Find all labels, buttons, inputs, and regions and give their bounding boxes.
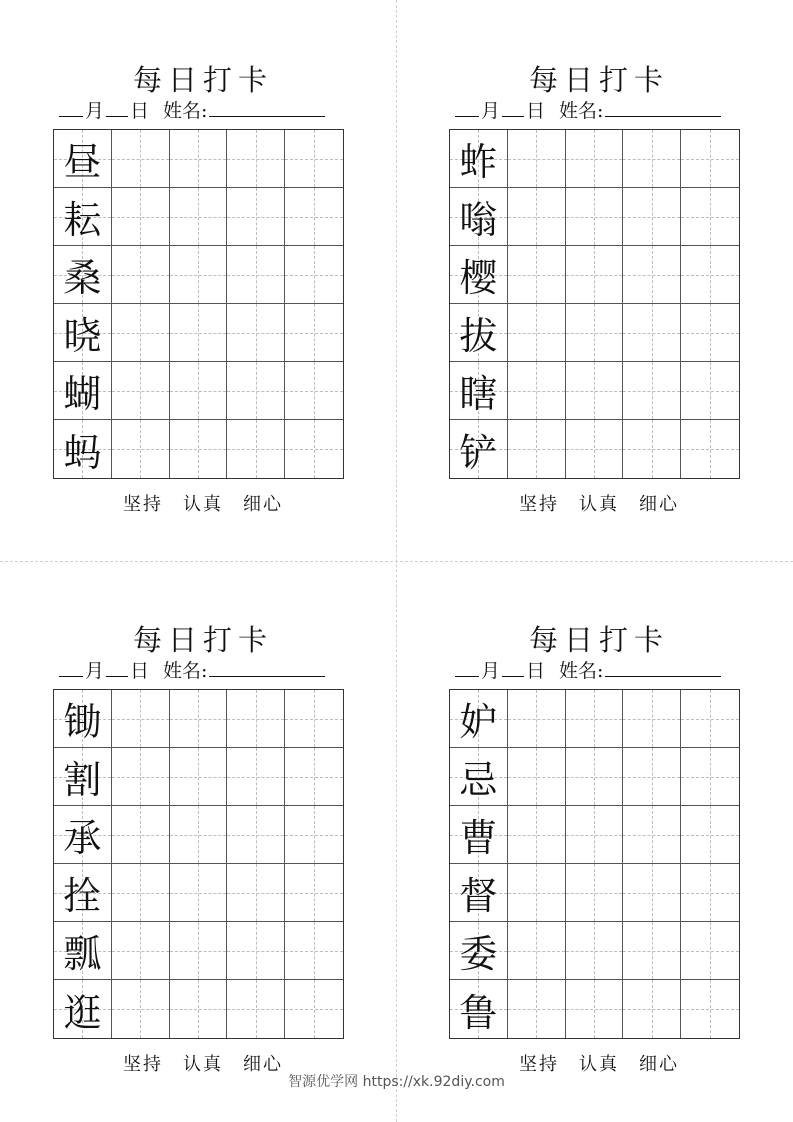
practice-card — [53, 62, 353, 532]
practice-cell — [566, 690, 624, 748]
practice-cell — [566, 362, 624, 420]
model-char: 锄 — [63, 700, 102, 744]
model-char-cell — [450, 748, 508, 806]
date-name-line — [455, 98, 749, 122]
practice-cell — [112, 922, 170, 980]
name-label: 姓名: — [163, 100, 208, 122]
practice-cell — [681, 690, 739, 748]
writing-grid — [53, 689, 344, 1039]
practice-cell — [112, 420, 170, 478]
practice-cell — [170, 980, 228, 1038]
model-char: 妒 — [459, 700, 498, 744]
motto-word: 认真 — [579, 494, 619, 515]
model-char-cell — [450, 304, 508, 362]
practice-cell — [285, 188, 343, 246]
model-char: 铲 — [459, 430, 498, 475]
practice-cell — [170, 188, 228, 246]
practice-cell — [112, 980, 170, 1038]
day-label: 日 — [526, 100, 546, 122]
practice-cell — [285, 246, 343, 304]
month-blank — [455, 658, 479, 677]
date-name-line — [455, 658, 749, 682]
practice-cell — [508, 188, 566, 246]
practice-cell — [285, 130, 343, 188]
practice-cell — [623, 304, 681, 362]
practice-cell — [112, 246, 170, 304]
model-char: 嗡 — [459, 198, 498, 242]
name-blank — [209, 98, 325, 117]
model-char: 桑 — [63, 256, 102, 300]
practice-cell — [285, 304, 343, 362]
writing-grid — [449, 689, 740, 1039]
model-char: 督 — [459, 874, 498, 918]
practice-cell — [227, 130, 285, 188]
practice-cell — [227, 246, 285, 304]
practice-cell — [285, 806, 343, 864]
card-title: 每日打卡 — [132, 623, 273, 657]
model-char-cell — [54, 806, 112, 864]
practice-cell — [508, 980, 566, 1038]
month-label: 月 — [85, 100, 105, 122]
practice-cell — [170, 304, 228, 362]
footer-watermark: 智源优学网 https://xk.92diy.com — [288, 1074, 505, 1090]
practice-cell — [112, 130, 170, 188]
month-label: 月 — [481, 660, 501, 682]
practice-cell — [285, 922, 343, 980]
model-char: 拴 — [63, 874, 102, 918]
practice-card — [53, 622, 353, 1092]
motto — [449, 490, 749, 516]
motto-word: 认真 — [183, 494, 223, 515]
model-char: 蚱 — [459, 140, 498, 184]
model-char-cell — [54, 922, 112, 980]
practice-cell — [227, 748, 285, 806]
practice-cell — [566, 922, 624, 980]
practice-cell — [681, 748, 739, 806]
model-char-cell — [54, 420, 112, 478]
practice-cell — [508, 922, 566, 980]
model-char-cell — [450, 246, 508, 304]
day-blank — [502, 658, 524, 677]
practice-cell — [227, 188, 285, 246]
date-name-line — [59, 98, 353, 122]
practice-cell — [508, 130, 566, 188]
model-char: 委 — [459, 932, 498, 976]
practice-cell — [508, 304, 566, 362]
model-char-cell — [54, 748, 112, 806]
practice-cell — [112, 806, 170, 864]
month-label: 月 — [481, 100, 501, 122]
practice-cell — [681, 980, 739, 1038]
practice-cell — [170, 864, 228, 922]
practice-cell — [227, 362, 285, 420]
practice-cell — [112, 188, 170, 246]
practice-cell — [112, 304, 170, 362]
practice-cell — [112, 864, 170, 922]
model-char-cell — [450, 922, 508, 980]
day-label: 日 — [130, 100, 150, 122]
model-char: 拔 — [459, 314, 498, 358]
practice-cell — [285, 864, 343, 922]
model-char-cell — [54, 864, 112, 922]
practice-cell — [227, 690, 285, 748]
practice-cell — [566, 864, 624, 922]
practice-cell — [681, 806, 739, 864]
motto-word: 坚持 — [123, 494, 163, 515]
practice-cell — [285, 980, 343, 1038]
practice-cell — [566, 246, 624, 304]
practice-cell — [566, 980, 624, 1038]
practice-cell — [623, 748, 681, 806]
practice-cell — [623, 420, 681, 478]
month-label: 月 — [85, 660, 105, 682]
model-char: 鲁 — [459, 990, 498, 1035]
model-char: 蚂 — [63, 430, 102, 475]
name-label: 姓名: — [163, 660, 208, 682]
day-label: 日 — [130, 660, 150, 682]
card-title: 每日打卡 — [528, 63, 669, 97]
date-name-line — [59, 658, 353, 682]
practice-cell — [508, 748, 566, 806]
model-char-cell — [450, 864, 508, 922]
practice-cell — [112, 362, 170, 420]
practice-cell — [227, 806, 285, 864]
model-char: 晓 — [63, 314, 102, 358]
practice-cell — [285, 420, 343, 478]
practice-cell — [566, 748, 624, 806]
day-blank — [106, 658, 128, 677]
practice-cell — [508, 690, 566, 748]
practice-cell — [227, 864, 285, 922]
name-blank — [605, 658, 721, 677]
practice-cell — [623, 806, 681, 864]
model-char: 瓢 — [63, 932, 102, 976]
motto-word: 坚持 — [519, 494, 559, 515]
model-char-cell — [450, 690, 508, 748]
motto-word: 坚持 — [123, 1054, 163, 1075]
model-char-cell — [54, 690, 112, 748]
practice-cell — [285, 748, 343, 806]
card-title: 每日打卡 — [528, 623, 669, 657]
practice-cell — [623, 922, 681, 980]
model-char: 逛 — [63, 990, 102, 1035]
model-char: 割 — [63, 758, 102, 802]
practice-cell — [681, 246, 739, 304]
practice-cell — [508, 246, 566, 304]
writing-grid — [53, 129, 344, 479]
model-char: 曹 — [459, 816, 498, 860]
practice-cell — [566, 420, 624, 478]
practice-cell — [285, 362, 343, 420]
model-char-cell — [54, 188, 112, 246]
practice-cell — [170, 806, 228, 864]
model-char-cell — [54, 304, 112, 362]
practice-cell — [508, 864, 566, 922]
motto-word: 细心 — [639, 1054, 679, 1075]
practice-cell — [170, 420, 228, 478]
model-char-cell — [54, 362, 112, 420]
model-char-cell — [54, 980, 112, 1038]
practice-cell — [681, 922, 739, 980]
model-char: 耘 — [63, 198, 102, 242]
name-label: 姓名: — [559, 100, 604, 122]
practice-cell — [508, 420, 566, 478]
practice-cell — [227, 304, 285, 362]
day-label: 日 — [526, 660, 546, 682]
practice-cell — [623, 864, 681, 922]
model-char-cell — [450, 980, 508, 1038]
practice-cell — [170, 922, 228, 980]
month-blank — [59, 98, 83, 117]
name-blank — [209, 658, 325, 677]
practice-cell — [227, 420, 285, 478]
motto-word: 细心 — [639, 494, 679, 515]
model-char-cell — [450, 130, 508, 188]
motto-word: 细心 — [243, 1054, 283, 1075]
practice-cell — [681, 304, 739, 362]
motto-word: 认真 — [183, 1054, 223, 1075]
model-char: 忌 — [459, 758, 498, 802]
model-char: 樱 — [459, 256, 498, 300]
practice-cell — [623, 362, 681, 420]
writing-grid — [449, 129, 740, 479]
card-title: 每日打卡 — [132, 63, 273, 97]
practice-cell — [112, 748, 170, 806]
practice-cell — [681, 188, 739, 246]
model-char-cell — [450, 362, 508, 420]
day-blank — [502, 98, 524, 117]
practice-card — [449, 622, 749, 1092]
month-blank — [59, 658, 83, 677]
day-blank — [106, 98, 128, 117]
model-char-cell — [54, 130, 112, 188]
practice-cell — [508, 362, 566, 420]
practice-cell — [285, 690, 343, 748]
practice-cell — [170, 362, 228, 420]
motto-word: 认真 — [579, 1054, 619, 1075]
practice-cell — [623, 246, 681, 304]
practice-cell — [681, 362, 739, 420]
practice-cell — [681, 864, 739, 922]
practice-cell — [508, 806, 566, 864]
practice-card — [449, 62, 749, 532]
practice-cell — [566, 188, 624, 246]
practice-cell — [681, 420, 739, 478]
model-char: 瞎 — [459, 372, 498, 416]
model-char: 承 — [63, 816, 102, 860]
model-char: 昼 — [63, 140, 102, 184]
model-char: 蝴 — [63, 372, 102, 416]
model-char-cell — [450, 806, 508, 864]
practice-cell — [623, 690, 681, 748]
practice-cell — [227, 980, 285, 1038]
practice-cell — [566, 304, 624, 362]
motto-word: 细心 — [243, 494, 283, 515]
month-blank — [455, 98, 479, 117]
model-char-cell — [54, 246, 112, 304]
name-blank — [605, 98, 721, 117]
motto — [53, 490, 353, 516]
name-label: 姓名: — [559, 660, 604, 682]
practice-cell — [623, 980, 681, 1038]
practice-cell — [681, 130, 739, 188]
practice-cell — [170, 130, 228, 188]
practice-cell — [566, 130, 624, 188]
model-char-cell — [450, 188, 508, 246]
practice-cell — [112, 690, 170, 748]
practice-cell — [170, 246, 228, 304]
practice-cell — [170, 690, 228, 748]
practice-cell — [227, 922, 285, 980]
motto-word: 坚持 — [519, 1054, 559, 1075]
model-char-cell — [450, 420, 508, 478]
horizontal-cut-line — [0, 561, 793, 562]
practice-cell — [566, 806, 624, 864]
practice-cell — [623, 130, 681, 188]
practice-cell — [170, 748, 228, 806]
practice-cell — [623, 188, 681, 246]
